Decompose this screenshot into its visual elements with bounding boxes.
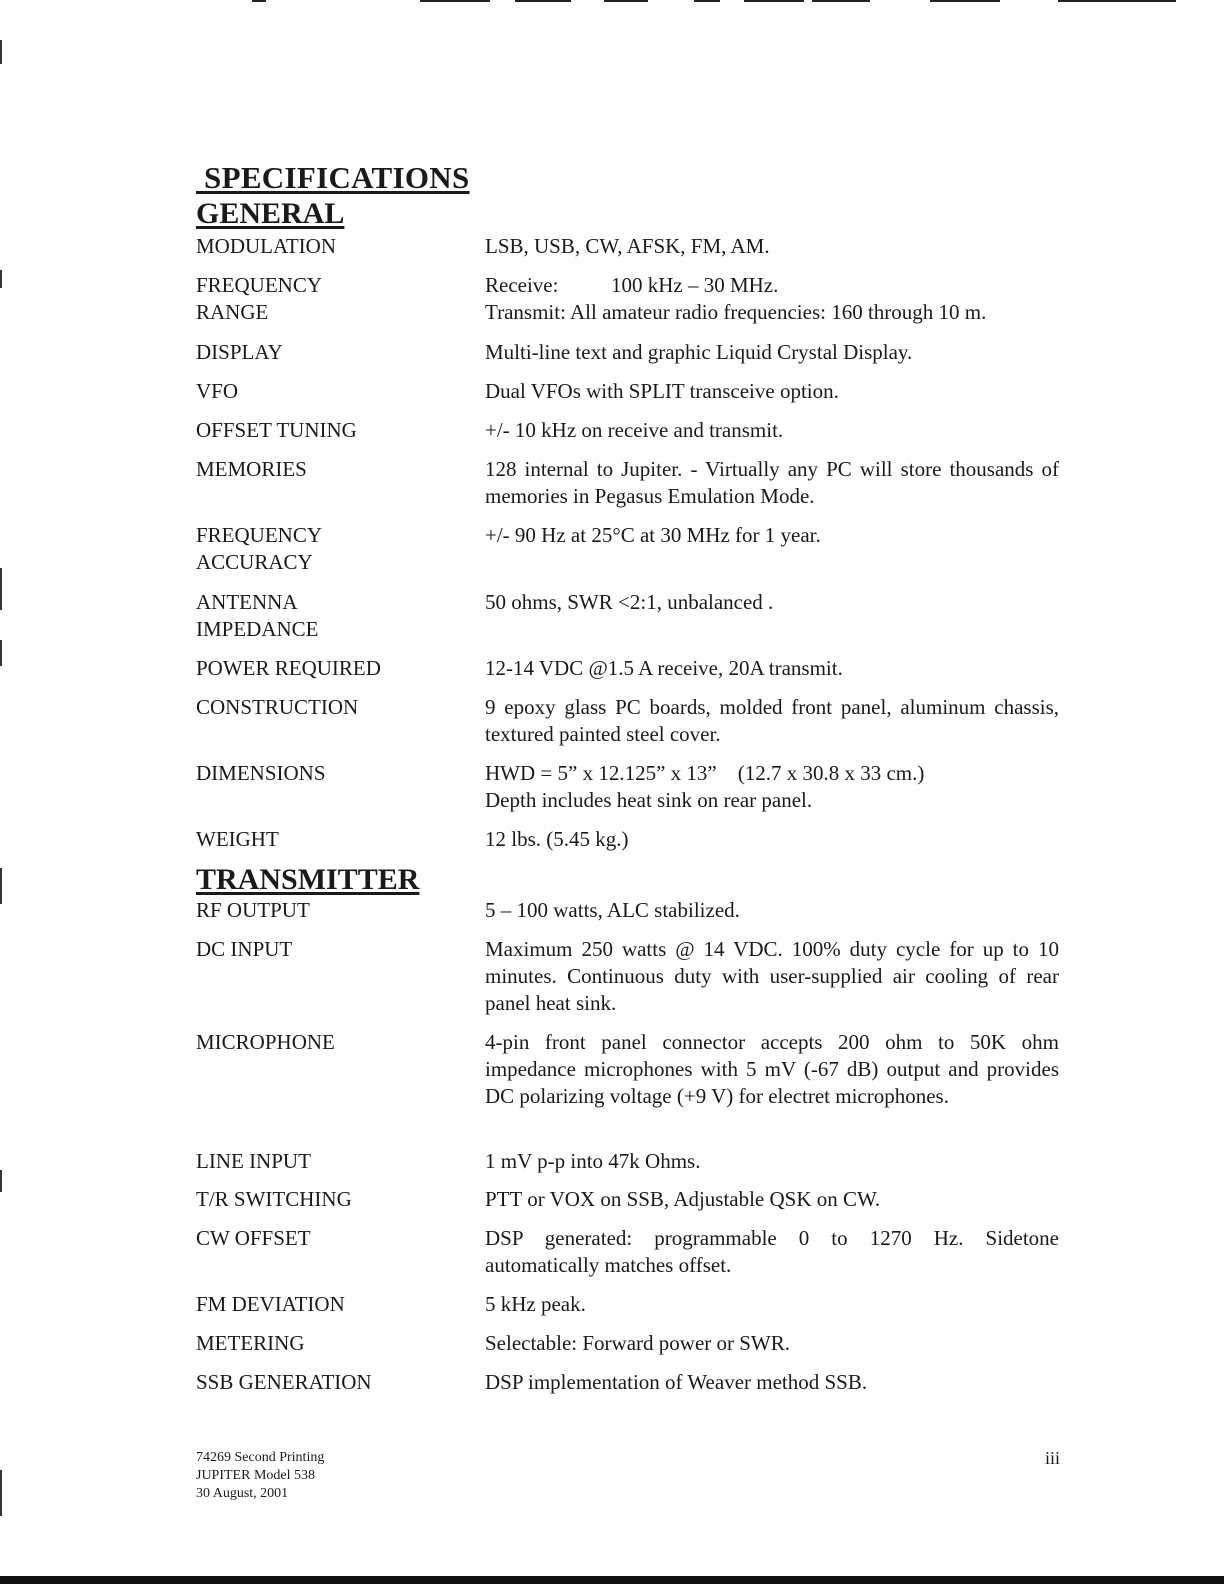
spec-value: 50 ohms, SWR <2:1, unbalanced . (485, 590, 774, 614)
spec-value: 4-pin front panel connector accepts 200 ohm to 50K ohm impedance microphones with 5 mV (-67 dB) output and provides DC polarizing voltage (+9 V) for electret microphones. (485, 1030, 1059, 1108)
spec-value: 12 lbs. (5.45 kg.) (485, 827, 629, 851)
spec-label: MODULATION (196, 234, 336, 258)
scan-edge-bottom (0, 1576, 1224, 1584)
spec-value: +/- 90 Hz at 25°C at 30 MHz for 1 year. (485, 523, 821, 547)
spec-label: WEIGHT (196, 827, 279, 851)
spec-value: 128 internal to Jupiter. - Virtually any PC will store thousands of memories in Pegasus Emulation Mode. (485, 457, 1059, 508)
spec-value: 9 epoxy glass PC boards, molded front panel, aluminum chassis, textured painted steel cover. (485, 695, 1059, 746)
spec-label: CW OFFSET (196, 1226, 311, 1250)
spec-value: Selectable: Forward power or SWR. (485, 1331, 791, 1355)
spec-value: 12-14 VDC @1.5 A receive, 20A transmit. (485, 656, 843, 680)
section-heading-transmitter: TRANSMITTER (196, 863, 420, 896)
section-heading-general: GENERAL (196, 197, 345, 230)
spec-label: VFO (196, 379, 239, 403)
spec-label: OFFSET TUNING (196, 418, 357, 442)
spec-value: HWD = 5” x 12.125” x 13” (12.7 x 30.8 x 33 cm.) Depth includes heat sink on rear panel. (485, 761, 925, 812)
spec-label: DIMENSIONS (196, 761, 326, 785)
spec-value: PTT or VOX on SSB, Adjustable QSK on CW. (485, 1187, 881, 1211)
scan-edge-top (0, 0, 1224, 3)
spec-label: MICROPHONE (196, 1030, 335, 1054)
spec-value: Dual VFOs with SPLIT transceive option. (485, 379, 839, 403)
spec-label: FREQUENCY ACCURACY (196, 523, 323, 574)
spec-value: 1 mV p-p into 47k Ohms. (485, 1149, 701, 1173)
page-number: iii (1044, 1448, 1060, 1468)
spec-label: T/R SWITCHING (196, 1187, 352, 1211)
spec-value: +/- 10 kHz on receive and transmit. (485, 418, 784, 442)
spec-value: LSB, USB, CW, AFSK, FM, AM. (485, 234, 770, 258)
scan-edge-left (0, 0, 2, 1584)
spec-label: DISPLAY (196, 340, 283, 364)
footer-printing: 74269 Second Printing (196, 1450, 325, 1465)
footer-info (196, 1449, 324, 1503)
spec-label: METERING (196, 1331, 305, 1355)
spec-value: Receive: 100 kHz – 30 MHz. Transmit: All amateur radio frequencies: 160 through 10 m. (485, 273, 987, 324)
spec-value: 5 – 100 watts, ALC stabilized. (485, 898, 740, 922)
footer-model: JUPITER Model 538 (196, 1468, 315, 1483)
spec-label: SSB GENERATION (196, 1370, 372, 1394)
page-title: SPECIFICATIONS (196, 160, 470, 195)
spec-label: ANTENNA IMPEDANCE (196, 590, 319, 641)
spec-label: FM DEVIATION (196, 1292, 345, 1316)
spec-label: RF OUTPUT (196, 898, 310, 922)
spec-value: Multi-line text and graphic Liquid Crystal Display. (485, 340, 913, 364)
spec-value: 5 kHz peak. (485, 1292, 586, 1316)
spec-value: DSP generated: programmable 0 to 1270 Hz. Sidetone automatically matches offset. (485, 1226, 1059, 1277)
spec-value: Maximum 250 watts @ 14 VDC. 100% duty cycle for up to 10 minutes. Continuous duty with user-supplied air cooling of rear panel heat sink. (485, 937, 1059, 1015)
spec-label: CONSTRUCTION (196, 695, 359, 719)
spec-label: FREQUENCY RANGE (196, 273, 323, 324)
footer-date: 30 August, 2001 (196, 1486, 289, 1501)
spec-value: DSP implementation of Weaver method SSB. (485, 1370, 868, 1394)
spec-label: POWER REQUIRED (196, 656, 381, 680)
spec-label: LINE INPUT (196, 1149, 311, 1173)
spec-label: DC INPUT (196, 937, 293, 961)
spec-label: MEMORIES (196, 457, 307, 481)
